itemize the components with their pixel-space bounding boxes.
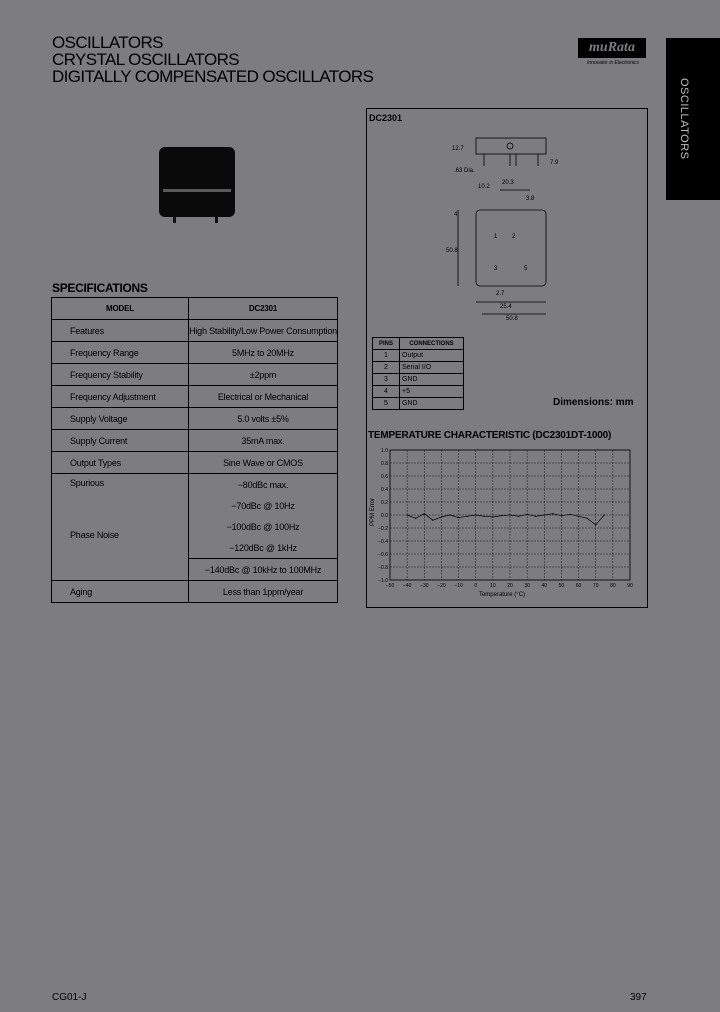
y-tick-label: −0.4 (378, 539, 388, 545)
spec-value: 5MHz to 20MHz (189, 342, 338, 364)
spec-label: Output Types (52, 452, 189, 474)
pin-marker: 2 (512, 234, 516, 240)
logo-tagline: Innovator in Electronics (587, 60, 639, 66)
pins-header: PINS (373, 338, 400, 350)
spec-row (52, 430, 338, 452)
y-tick-label: −0.6 (378, 552, 388, 558)
dim-label: 10.2 (478, 184, 490, 190)
spec-row (52, 408, 338, 430)
series-line (407, 514, 604, 525)
spec-row (52, 386, 338, 408)
y-tick-label: −1.0 (378, 578, 388, 584)
connections-header: CONNECTIONS (400, 338, 464, 350)
spec-label: Frequency Range (52, 342, 189, 364)
x-tick-label: 10 (490, 583, 496, 589)
chart-y-label: PPM Error (370, 497, 376, 527)
logo-brand: muRata (578, 38, 646, 58)
pin-marker: 4 (454, 212, 458, 218)
spec-row (52, 581, 338, 603)
spec-header-model: MODEL (52, 298, 189, 320)
dim-label: 50.8 (506, 316, 518, 322)
oscillator-body (159, 147, 235, 217)
spec-label: Features (52, 320, 189, 342)
spec-header-row (52, 298, 338, 320)
phase-noise-label: Phase Noise (70, 530, 119, 540)
chart-title: TEMPERATURE CHARACTERISTIC (DC2301DT-1000) (368, 430, 612, 441)
spec-header-value: DC2301 (189, 298, 338, 320)
page-titles (52, 34, 373, 85)
data-point (569, 514, 570, 515)
x-tick-label: 30 (524, 583, 530, 589)
pin-number: 2 (373, 362, 400, 374)
pin-connection: Serial I/O (400, 362, 464, 374)
spec-value: 35mA max. (189, 430, 338, 452)
spec-row (52, 364, 338, 386)
x-tick-label: 80 (610, 583, 616, 589)
x-tick-label: 60 (575, 583, 582, 589)
dim-label: 2.7 (496, 291, 505, 297)
specifications-title: SPECIFICATIONS (52, 281, 148, 295)
spec-value: Sine Wave or CMOS (189, 452, 338, 474)
x-tick-label: −30 (420, 583, 429, 589)
page-number: 397 (630, 992, 647, 1003)
pin-row (373, 398, 464, 410)
body-highlight (163, 189, 231, 192)
spec-label: Frequency Adjustment (52, 386, 189, 408)
phase-noise-value: −70dBc @ 10Hz (189, 495, 338, 516)
pin-number: 5 (373, 398, 400, 410)
spec-value: −80dBc max. (189, 474, 338, 496)
y-tick-label: 0.8 (381, 461, 388, 467)
pin-row (373, 386, 464, 398)
top-view-body (476, 210, 546, 286)
dimensions-note: Dimensions: mm (553, 397, 634, 408)
pin-connection: Output (400, 350, 464, 362)
data-point (535, 516, 536, 517)
x-tick-label: −20 (437, 583, 446, 589)
phase-noise-value: −140dBc @ 10kHz to 100MHz (189, 559, 338, 581)
pin-connection: GND (400, 374, 464, 386)
x-tick-label: 40 (541, 583, 548, 589)
data-point (441, 516, 442, 517)
spec-row (52, 474, 338, 496)
footer-code: CG01-J (52, 992, 87, 1003)
product-photo (157, 143, 239, 223)
pin-connection: GND (400, 398, 464, 410)
data-point (415, 518, 416, 519)
data-point (492, 516, 493, 517)
dim-label: .63 Dia. (454, 168, 475, 174)
data-point (561, 515, 562, 516)
y-tick-label: −0.2 (378, 526, 388, 532)
x-tick-label: −10 (454, 583, 463, 589)
y-tick-label: 1.0 (381, 448, 388, 454)
y-tick-label: 0.0 (381, 513, 388, 519)
pins-table (372, 337, 464, 410)
spurious-label: Spurious (70, 478, 104, 488)
dim-label: 12.7 (452, 146, 464, 152)
data-point (432, 520, 433, 521)
spec-row (52, 342, 338, 364)
photo-pin (173, 217, 176, 223)
data-point (544, 514, 545, 515)
data-point (458, 517, 459, 518)
dim-label: 3.8 (526, 196, 535, 202)
x-tick-label: 50 (558, 583, 565, 589)
spec-row (52, 320, 338, 342)
aging-label: Aging (52, 581, 189, 603)
drawing-model-label: DC2301 (369, 113, 403, 123)
side-view-body (476, 138, 546, 154)
pin-row (373, 350, 464, 362)
data-point (475, 514, 476, 515)
title-line-3: DIGITALLY COMPENSATED OSCILLATORS (52, 67, 374, 86)
data-point (449, 514, 450, 515)
chart-y-ticks (378, 448, 388, 584)
pin-number: 1 (373, 350, 400, 362)
data-point (595, 524, 596, 525)
data-point (527, 514, 528, 515)
chart-x-ticks (386, 583, 633, 589)
spec-label: Frequency Stability (52, 364, 189, 386)
data-point (587, 518, 588, 519)
data-point (484, 516, 485, 517)
x-tick-label: 90 (627, 583, 633, 589)
x-tick-label: 0 (474, 583, 478, 589)
x-tick-label: −50 (385, 583, 395, 589)
pin-marker: 3 (494, 266, 498, 272)
y-tick-label: −0.8 (378, 565, 388, 571)
dim-label: 50.8 (446, 248, 458, 254)
spec-value: 5.0 volts ±5% (189, 408, 338, 430)
aging-value: Less than 1ppm/year (189, 581, 338, 603)
pin-number: 4 (373, 386, 400, 398)
x-tick-label: 20 (507, 583, 513, 589)
dimension-drawing (440, 130, 585, 330)
side-tab-label: OSCILLATORS (678, 78, 690, 160)
data-point (578, 516, 579, 517)
data-point (552, 513, 553, 514)
data-point (501, 515, 502, 516)
data-point (604, 514, 605, 515)
x-tick-label: −40 (402, 583, 412, 589)
dim-label: 20.3 (502, 180, 514, 186)
data-point (424, 513, 425, 514)
data-point (518, 516, 519, 517)
specifications-table (51, 297, 338, 603)
y-tick-label: 0.2 (381, 500, 388, 506)
title-line-2: CRYSTAL OSCILLATORS (52, 50, 239, 69)
spec-label: Supply Voltage (52, 408, 189, 430)
spec-value: Electrical or Mechanical (189, 386, 338, 408)
murata-logo (578, 38, 648, 72)
section-side-tab (666, 38, 720, 200)
spec-label: Supply Current (52, 430, 189, 452)
pin-connection: +5 (400, 386, 464, 398)
phase-noise-value: −100dBc @ 100Hz (189, 516, 338, 537)
temperature-chart (366, 442, 646, 602)
data-point (509, 514, 510, 515)
side-view-adjust (507, 143, 513, 149)
chart-x-label: Temperature (°C) (478, 592, 526, 598)
spec-row (52, 452, 338, 474)
dim-label: 7.9 (550, 160, 559, 166)
dim-label: 25.4 (500, 304, 512, 310)
pin-marker: 1 (494, 234, 498, 240)
title-line-1: OSCILLATORS (52, 33, 163, 52)
pin-row (373, 374, 464, 386)
y-tick-label: 0.4 (381, 487, 388, 493)
spurious-phase-noise-label-cell (52, 474, 189, 581)
pin-number: 3 (373, 374, 400, 386)
x-tick-label: 70 (592, 583, 599, 589)
spec-value: High Stability/Low Power Consumption (189, 320, 338, 342)
data-point (407, 514, 408, 515)
pins-header-row (373, 338, 464, 350)
pin-row (373, 362, 464, 374)
photo-pin (215, 217, 218, 223)
data-point (467, 516, 468, 517)
spec-value: ±2ppm (189, 364, 338, 386)
phase-noise-value: −120dBc @ 1kHz (189, 537, 338, 559)
y-tick-label: 0.6 (381, 474, 388, 480)
pin-marker: 5 (524, 266, 528, 272)
